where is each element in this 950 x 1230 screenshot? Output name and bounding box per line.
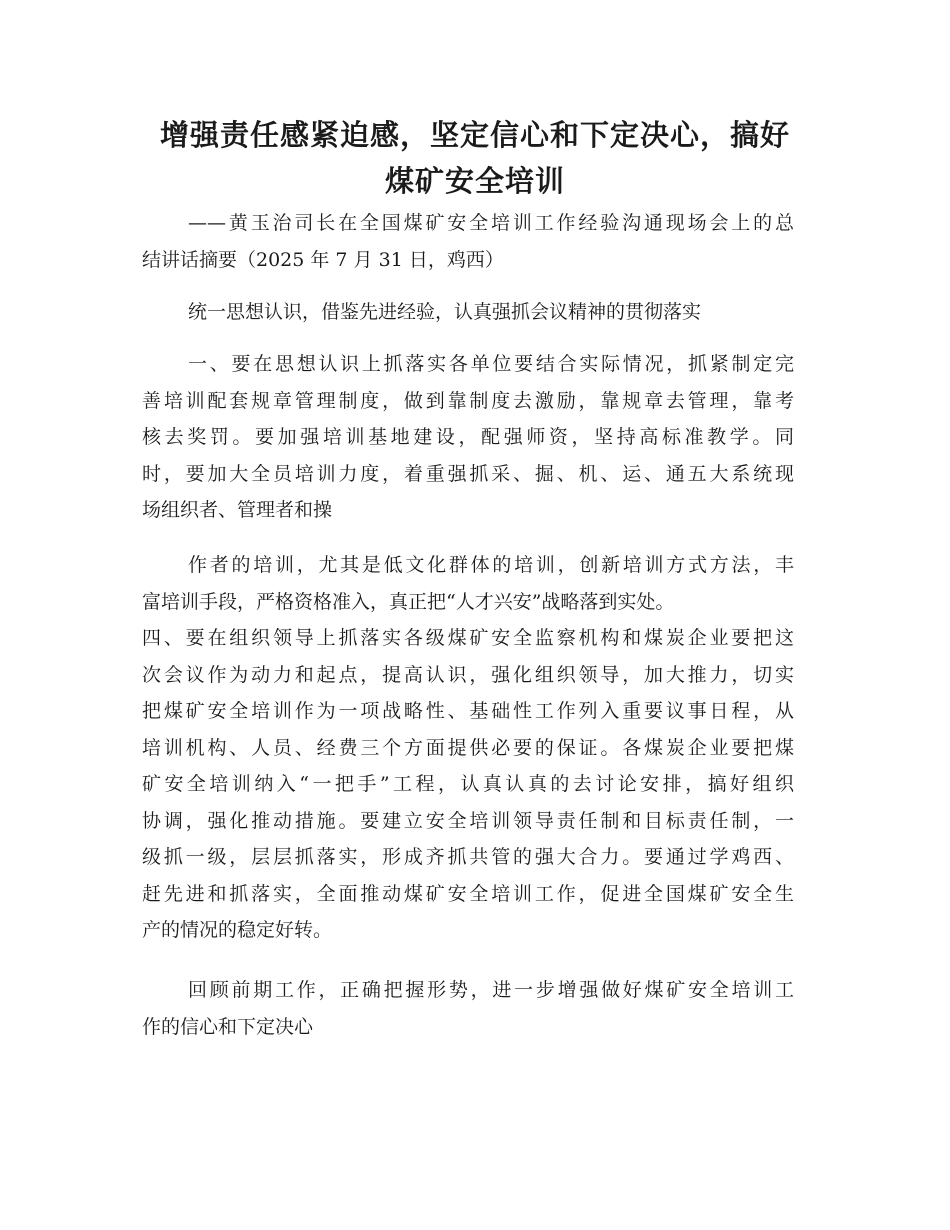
paragraph-line: 作的信心和下定决心 (142, 1015, 314, 1038)
subtitle-paragraph (142, 205, 794, 278)
paragraph-line: 善培训配套规章管理制度，做到靠制度去激励，靠规章去管理，靠考 (142, 389, 794, 412)
body-paragraph (142, 972, 794, 1045)
paragraph-line: 回顾前期工作，正确把握形势，进一步增强做好煤矿安全培训工 (188, 979, 794, 1001)
paragraph-line: 作者的培训，尤其是低文化群体的培训，创新培训方式方法，丰 (188, 554, 794, 576)
paragraph-line: 矿安全培训纳入“一把手”工程，认真认真的去讨论安排，搞好组织 (142, 773, 794, 795)
paragraph-line: 级抓一级，层层抓落实，形成齐抓共管的强大合力。要通过学鸡西、 (142, 846, 794, 868)
subtitle-line: ——黄玉治司长在全国煤矿安全培训工作经验沟通现场会上的总 (188, 212, 794, 234)
paragraph-line: 协调，强化推动措施。要建立安全培训领导责任制和目标责任制，一 (142, 809, 794, 832)
paragraph-line: 场组织者、管理者和操 (142, 499, 333, 521)
title-line: 煤矿安全培训 (384, 164, 565, 198)
body-paragraph (142, 547, 794, 949)
document-title (142, 112, 808, 204)
subtitle-line: 结讲话摘要（2025 年 7 月 31 日，鸡西） (142, 248, 504, 271)
body-paragraph (142, 346, 794, 529)
section-heading-paragraph (142, 294, 794, 331)
paragraph-line: 一、要在思想认识上抓落实各单位要结合实际情况，抓紧制定完 (188, 353, 794, 375)
paragraph-line: 赶先进和抓落实，全面推动煤矿安全培训工作，促进全国煤矿安全生 (142, 882, 794, 905)
paragraph-line: 时，要加大全员培训力度，着重强抓采、掘、机、运、通五大系统现 (142, 462, 794, 485)
paragraph-line: 统一思想认识，借鉴先进经验，认真强抓会议精神的贯彻落实 (188, 301, 702, 323)
paragraph-line: 产的情况的稳定好转。 (142, 919, 333, 941)
paragraph-line: 次会议作为动力和起点，提高认识，强化组织领导，加大推力，切实 (142, 663, 794, 686)
paragraph-line: 核去奖罚。要加强培训基地建设，配强师资，坚持高标准教学。同 (142, 426, 794, 448)
paragraph-line: 把煤矿安全培训作为一项战略性、基础性工作列入重要议事日程，从 (142, 700, 794, 722)
paragraph-line: 四、要在组织领导上抓落实各级煤矿安全监察机构和煤炭企业要把这 (142, 627, 794, 649)
title-line: 增强责任感紧迫感，坚定信心和下定决心，搞好 (159, 118, 790, 152)
paragraph-line: 培训机构、人员、经费三个方面提供必要的保证。各煤炭企业要把煤 (142, 736, 794, 759)
paragraph-line: 富培训手段，严格资格准入，真正把“人才兴安”战略落到实处。 (142, 590, 675, 613)
